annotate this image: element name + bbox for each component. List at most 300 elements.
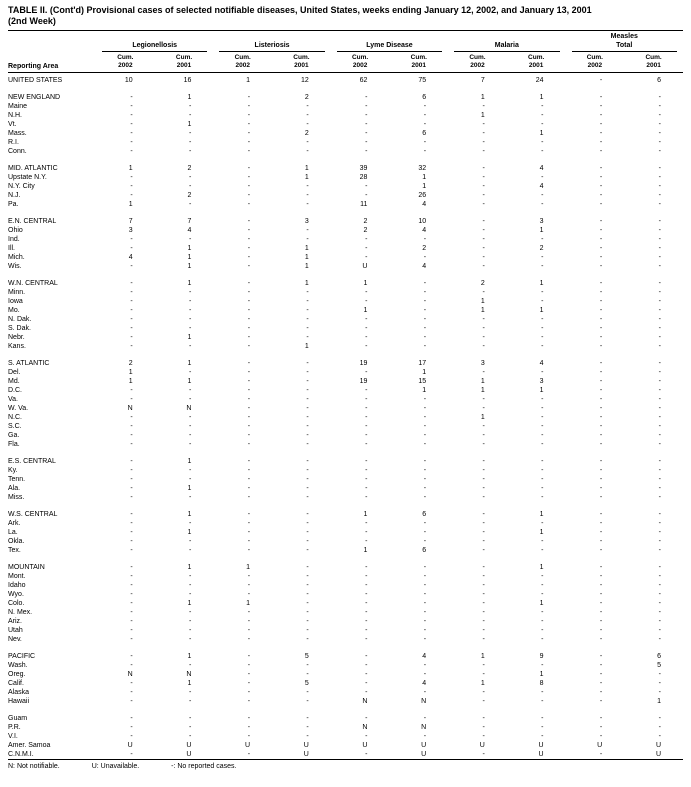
value-cell: - bbox=[541, 467, 544, 474]
value-cell: - bbox=[423, 600, 427, 607]
value-cell: - bbox=[365, 618, 368, 625]
reporting-area-cell: C.N.M.I. bbox=[8, 751, 34, 758]
value-cell: - bbox=[130, 458, 133, 465]
value-cell: - bbox=[189, 698, 192, 705]
column-group-header: Lyme Disease bbox=[331, 31, 448, 53]
value-cell: - bbox=[130, 680, 133, 687]
value-cell: - bbox=[365, 334, 368, 341]
value-cell: 28 bbox=[359, 174, 368, 181]
value-cell: - bbox=[423, 423, 427, 430]
value-cell: 1 bbox=[187, 334, 192, 341]
value-cell: U bbox=[421, 751, 427, 758]
value-cell: - bbox=[423, 529, 427, 536]
value-cell: 62 bbox=[359, 77, 368, 84]
value-cell: 1 bbox=[657, 698, 661, 705]
value-cell: - bbox=[541, 112, 544, 119]
value-cell: 1 bbox=[539, 564, 544, 571]
table-row bbox=[8, 652, 683, 661]
value-cell: - bbox=[423, 325, 427, 332]
reporting-area-cell: Hawaii bbox=[8, 698, 30, 705]
value-cell: - bbox=[306, 148, 309, 155]
value-cell: - bbox=[599, 387, 603, 394]
value-cell: 9 bbox=[539, 653, 544, 660]
value-cell: - bbox=[599, 636, 603, 643]
value-cell: - bbox=[306, 369, 309, 376]
table-row bbox=[8, 147, 683, 156]
value-cell: - bbox=[247, 636, 251, 643]
table-row bbox=[8, 590, 683, 599]
value-cell: - bbox=[306, 529, 309, 536]
reporting-area-cell: Miss. bbox=[8, 494, 25, 501]
reporting-area-cell: Nebr. bbox=[8, 334, 25, 341]
value-cell: - bbox=[189, 733, 192, 740]
value-cell: 24 bbox=[535, 77, 544, 84]
value-cell: - bbox=[482, 458, 485, 465]
value-cell: - bbox=[130, 689, 133, 696]
value-cell: 1 bbox=[480, 680, 485, 687]
value-cell: 4 bbox=[422, 227, 427, 234]
value-cell: 4 bbox=[422, 680, 427, 687]
value-cell: - bbox=[189, 130, 192, 137]
table-row bbox=[8, 93, 683, 102]
value-cell: 7 bbox=[128, 218, 133, 225]
value-cell: - bbox=[482, 148, 485, 155]
value-cell: - bbox=[482, 485, 485, 492]
value-cell: U bbox=[421, 742, 427, 749]
value-cell: - bbox=[599, 316, 603, 323]
value-cell: - bbox=[247, 298, 251, 305]
value-cell: - bbox=[306, 289, 309, 296]
value-cell: - bbox=[541, 627, 544, 634]
reporting-area-cell: Utah bbox=[8, 627, 23, 634]
value-cell: - bbox=[482, 201, 485, 208]
value-cell: - bbox=[658, 724, 661, 731]
value-cell: - bbox=[658, 636, 661, 643]
value-cell: 1 bbox=[422, 369, 427, 376]
reporting-area-cell: Guam bbox=[8, 715, 28, 722]
table-row bbox=[8, 519, 683, 528]
value-cell: - bbox=[130, 307, 133, 314]
value-cell: - bbox=[482, 183, 485, 190]
value-cell: - bbox=[482, 263, 485, 270]
value-cell: - bbox=[658, 378, 661, 385]
value-cell: - bbox=[365, 751, 368, 758]
value-cell: - bbox=[658, 289, 661, 296]
value-cell: - bbox=[658, 591, 661, 598]
value-cell: - bbox=[658, 547, 661, 554]
group-spacer bbox=[8, 502, 683, 510]
value-cell: - bbox=[541, 325, 544, 332]
value-cell: - bbox=[658, 564, 661, 571]
value-cell: - bbox=[247, 494, 251, 501]
table-row bbox=[8, 244, 683, 253]
value-cell: - bbox=[247, 263, 251, 270]
value-cell: - bbox=[247, 414, 251, 421]
value-cell: - bbox=[130, 538, 133, 545]
value-cell: - bbox=[365, 254, 368, 261]
table-row bbox=[8, 572, 683, 581]
value-cell: - bbox=[247, 405, 251, 412]
value-cell: - bbox=[306, 121, 309, 128]
reporting-area-cell: Ind. bbox=[8, 236, 20, 243]
value-cell: - bbox=[189, 441, 192, 448]
value-cell: - bbox=[658, 165, 661, 172]
value-cell: - bbox=[130, 511, 133, 518]
value-cell: - bbox=[306, 591, 309, 598]
value-cell: 1 bbox=[539, 94, 544, 101]
value-cell: - bbox=[482, 130, 485, 137]
reporting-area-cell: W.N. CENTRAL bbox=[8, 280, 58, 287]
value-cell: - bbox=[247, 671, 251, 678]
value-cell: 7 bbox=[480, 77, 485, 84]
value-cell: - bbox=[658, 236, 661, 243]
value-cell: - bbox=[247, 627, 251, 634]
value-cell: - bbox=[247, 396, 251, 403]
value-cell: - bbox=[658, 715, 661, 722]
value-cell: - bbox=[599, 245, 603, 252]
value-cell: N bbox=[362, 698, 368, 705]
value-cell: - bbox=[423, 254, 427, 261]
table-row bbox=[8, 697, 683, 706]
value-cell: - bbox=[247, 609, 251, 616]
value-cell: - bbox=[658, 573, 661, 580]
value-cell: 1 bbox=[187, 564, 192, 571]
value-cell: 12 bbox=[300, 77, 309, 84]
table-row bbox=[8, 111, 683, 120]
reporting-area-cell: Amer. Samoa bbox=[8, 742, 51, 749]
value-cell: - bbox=[189, 387, 192, 394]
value-cell: - bbox=[423, 405, 427, 412]
value-cell: - bbox=[306, 103, 309, 110]
value-cell: - bbox=[189, 414, 192, 421]
value-cell: - bbox=[541, 591, 544, 598]
value-cell: 1 bbox=[304, 280, 309, 287]
value-cell: - bbox=[541, 254, 544, 261]
value-cell: - bbox=[130, 414, 133, 421]
value-cell: - bbox=[247, 423, 251, 430]
value-cell: 3 bbox=[539, 218, 544, 225]
table-row bbox=[8, 750, 683, 760]
value-cell: 6 bbox=[657, 77, 661, 84]
value-cell: - bbox=[658, 307, 661, 314]
value-cell: - bbox=[599, 476, 603, 483]
value-cell: - bbox=[541, 733, 544, 740]
value-cell: - bbox=[423, 538, 427, 545]
value-cell: - bbox=[658, 174, 661, 181]
value-cell: - bbox=[247, 467, 251, 474]
value-cell: - bbox=[365, 139, 368, 146]
value-cell: 1 bbox=[539, 511, 544, 518]
value-cell: - bbox=[423, 609, 427, 616]
value-cell: - bbox=[365, 289, 368, 296]
column-subheader: Cum. 2001 bbox=[624, 52, 683, 73]
value-cell: - bbox=[658, 582, 661, 589]
table-row bbox=[8, 670, 683, 679]
value-cell: - bbox=[599, 263, 603, 270]
value-cell: - bbox=[658, 671, 661, 678]
value-cell: - bbox=[599, 103, 603, 110]
value-cell: 19 bbox=[359, 378, 368, 385]
value-cell: 4 bbox=[422, 263, 427, 270]
value-cell: - bbox=[130, 280, 133, 287]
value-cell: U bbox=[245, 742, 251, 749]
group-spacer bbox=[8, 209, 683, 217]
value-cell: - bbox=[189, 139, 192, 146]
value-cell: - bbox=[189, 236, 192, 243]
value-cell: - bbox=[599, 343, 603, 350]
value-cell: - bbox=[599, 236, 603, 243]
value-cell: - bbox=[247, 662, 251, 669]
value-cell: - bbox=[482, 627, 485, 634]
value-cell: - bbox=[599, 609, 603, 616]
value-cell: - bbox=[306, 698, 309, 705]
table-row bbox=[8, 217, 683, 226]
value-cell: - bbox=[130, 103, 133, 110]
table-row bbox=[8, 510, 683, 519]
table-row bbox=[8, 173, 683, 182]
value-cell: 1 bbox=[128, 378, 133, 385]
value-cell: - bbox=[306, 423, 309, 430]
value-cell: - bbox=[306, 139, 309, 146]
value-cell: - bbox=[599, 289, 603, 296]
value-cell: - bbox=[306, 636, 309, 643]
value-cell: - bbox=[482, 724, 485, 731]
value-cell: 1 bbox=[480, 307, 485, 314]
value-cell: N bbox=[186, 671, 192, 678]
value-cell: - bbox=[130, 591, 133, 598]
table-row bbox=[8, 661, 683, 670]
value-cell: - bbox=[423, 334, 427, 341]
value-cell: - bbox=[306, 112, 309, 119]
value-cell: - bbox=[482, 139, 485, 146]
value-cell: 16 bbox=[183, 77, 192, 84]
value-cell: - bbox=[189, 662, 192, 669]
reporting-area-cell: E.S. CENTRAL bbox=[8, 458, 56, 465]
value-cell: - bbox=[306, 494, 309, 501]
value-cell: - bbox=[130, 289, 133, 296]
reporting-area-cell: N.J. bbox=[8, 192, 21, 199]
value-cell: - bbox=[365, 298, 368, 305]
footnote bbox=[8, 760, 683, 770]
value-cell: - bbox=[247, 689, 251, 696]
group-spacer bbox=[8, 555, 683, 563]
reporting-area-label: Reporting Area bbox=[8, 63, 59, 70]
value-cell: - bbox=[423, 280, 427, 287]
value-cell: N bbox=[421, 724, 427, 731]
reporting-area-cell: Ga. bbox=[8, 432, 20, 439]
value-cell: - bbox=[599, 520, 603, 527]
value-cell: - bbox=[189, 298, 192, 305]
value-cell: - bbox=[599, 662, 603, 669]
table-row bbox=[8, 608, 683, 617]
group-spacer bbox=[8, 644, 683, 652]
value-cell: - bbox=[599, 298, 603, 305]
table-row bbox=[8, 484, 683, 493]
value-cell: - bbox=[306, 227, 309, 234]
value-cell: - bbox=[658, 130, 661, 137]
value-cell: - bbox=[130, 423, 133, 430]
table-row bbox=[8, 431, 683, 440]
value-cell: - bbox=[482, 582, 485, 589]
group-spacer bbox=[8, 85, 683, 93]
value-cell: - bbox=[189, 423, 192, 430]
value-cell: - bbox=[247, 201, 251, 208]
value-cell: - bbox=[599, 458, 603, 465]
table-row bbox=[8, 475, 683, 484]
value-cell: - bbox=[658, 201, 661, 208]
value-cell: 2 bbox=[187, 192, 192, 199]
value-cell: - bbox=[658, 618, 661, 625]
column-group-header: Legionellosis bbox=[96, 31, 213, 53]
reporting-area-cell: Alaska bbox=[8, 689, 30, 696]
table-row bbox=[8, 732, 683, 741]
value-cell: - bbox=[130, 476, 133, 483]
value-cell: - bbox=[482, 165, 485, 172]
value-cell: - bbox=[541, 582, 544, 589]
value-cell: - bbox=[599, 671, 603, 678]
value-cell: - bbox=[365, 325, 368, 332]
reporting-area-cell: Tex. bbox=[8, 547, 21, 554]
table-row bbox=[8, 377, 683, 386]
value-cell: - bbox=[482, 432, 485, 439]
value-cell: 1 bbox=[187, 280, 192, 287]
value-cell: U bbox=[655, 751, 661, 758]
value-cell: - bbox=[130, 698, 133, 705]
value-cell: - bbox=[365, 671, 368, 678]
reporting-area-cell: Ohio bbox=[8, 227, 23, 234]
value-cell: 1 bbox=[246, 564, 251, 571]
value-cell: - bbox=[365, 414, 368, 421]
value-cell: - bbox=[306, 618, 309, 625]
value-cell: - bbox=[482, 547, 485, 554]
value-cell: - bbox=[658, 414, 661, 421]
value-cell: 2 bbox=[480, 280, 485, 287]
value-cell: - bbox=[423, 494, 427, 501]
value-cell: - bbox=[130, 618, 133, 625]
value-cell: - bbox=[541, 148, 544, 155]
value-cell: - bbox=[658, 520, 661, 527]
value-cell: - bbox=[247, 280, 251, 287]
value-cell: - bbox=[130, 192, 133, 199]
reporting-area-cell: P.R. bbox=[8, 724, 21, 731]
value-cell: - bbox=[658, 423, 661, 430]
value-cell: - bbox=[658, 316, 661, 323]
value-cell: - bbox=[541, 298, 544, 305]
value-cell: - bbox=[482, 369, 485, 376]
value-cell: - bbox=[130, 130, 133, 137]
value-cell: 1 bbox=[304, 174, 309, 181]
value-cell: - bbox=[189, 148, 192, 155]
value-cell: 1 bbox=[480, 653, 485, 660]
table-row bbox=[8, 73, 683, 86]
value-cell: - bbox=[365, 245, 368, 252]
reporting-area-cell: N.H. bbox=[8, 112, 22, 119]
table-row bbox=[8, 120, 683, 129]
value-cell: - bbox=[189, 476, 192, 483]
column-group-header: Measles Total bbox=[566, 31, 684, 53]
value-cell: - bbox=[541, 698, 544, 705]
value-cell: - bbox=[365, 494, 368, 501]
value-cell: - bbox=[189, 174, 192, 181]
value-cell: - bbox=[130, 467, 133, 474]
value-cell: - bbox=[658, 405, 661, 412]
table-row bbox=[8, 279, 683, 288]
value-cell: - bbox=[599, 414, 603, 421]
value-cell: - bbox=[482, 573, 485, 580]
value-cell: 1 bbox=[187, 529, 192, 536]
reporting-area-cell: Del. bbox=[8, 369, 21, 376]
reporting-area-cell: Colo. bbox=[8, 600, 25, 607]
value-cell: - bbox=[247, 485, 251, 492]
value-cell: - bbox=[541, 139, 544, 146]
value-cell: - bbox=[130, 636, 133, 643]
value-cell: - bbox=[247, 476, 251, 483]
value-cell: - bbox=[306, 405, 309, 412]
value-cell: 4 bbox=[187, 227, 192, 234]
value-cell: 2 bbox=[422, 245, 427, 252]
value-cell: - bbox=[306, 378, 309, 385]
value-cell: - bbox=[482, 529, 485, 536]
value-cell: - bbox=[306, 441, 309, 448]
value-cell: - bbox=[541, 662, 544, 669]
value-cell: - bbox=[599, 94, 603, 101]
value-cell: - bbox=[482, 715, 485, 722]
value-cell: 2 bbox=[304, 130, 309, 137]
value-cell: - bbox=[365, 396, 368, 403]
value-cell: - bbox=[130, 112, 133, 119]
value-cell: - bbox=[306, 183, 309, 190]
value-cell: - bbox=[365, 538, 368, 545]
disease-table bbox=[8, 30, 683, 760]
value-cell: - bbox=[365, 564, 368, 571]
value-cell: 1 bbox=[187, 680, 192, 687]
reporting-area-cell: N.C. bbox=[8, 414, 22, 421]
value-cell: - bbox=[189, 520, 192, 527]
value-cell: - bbox=[130, 334, 133, 341]
table-row bbox=[8, 386, 683, 395]
column-subheader: Cum. 2001 bbox=[155, 52, 214, 73]
value-cell: - bbox=[599, 378, 603, 385]
value-cell: - bbox=[541, 432, 544, 439]
table-row bbox=[8, 138, 683, 147]
table-row bbox=[8, 563, 683, 572]
value-cell: - bbox=[306, 201, 309, 208]
column-subheader: Cum. 2001 bbox=[272, 52, 331, 73]
value-cell: - bbox=[482, 671, 485, 678]
table-row bbox=[8, 617, 683, 626]
value-cell: - bbox=[658, 139, 661, 146]
value-cell: - bbox=[541, 405, 544, 412]
table-row bbox=[8, 528, 683, 537]
value-cell: - bbox=[541, 414, 544, 421]
value-cell: - bbox=[365, 573, 368, 580]
table-row bbox=[8, 714, 683, 723]
value-cell: U bbox=[479, 742, 485, 749]
value-cell: - bbox=[306, 520, 309, 527]
value-cell: - bbox=[247, 334, 251, 341]
reporting-area-cell: S.C. bbox=[8, 423, 22, 430]
value-cell: - bbox=[599, 618, 603, 625]
value-cell: 1 bbox=[363, 280, 368, 287]
value-cell: - bbox=[247, 441, 251, 448]
table-header bbox=[8, 31, 683, 73]
value-cell: - bbox=[599, 369, 603, 376]
value-cell: - bbox=[247, 148, 251, 155]
value-cell: - bbox=[306, 573, 309, 580]
value-cell: U bbox=[127, 742, 133, 749]
value-cell: - bbox=[130, 316, 133, 323]
value-cell: - bbox=[482, 254, 485, 261]
